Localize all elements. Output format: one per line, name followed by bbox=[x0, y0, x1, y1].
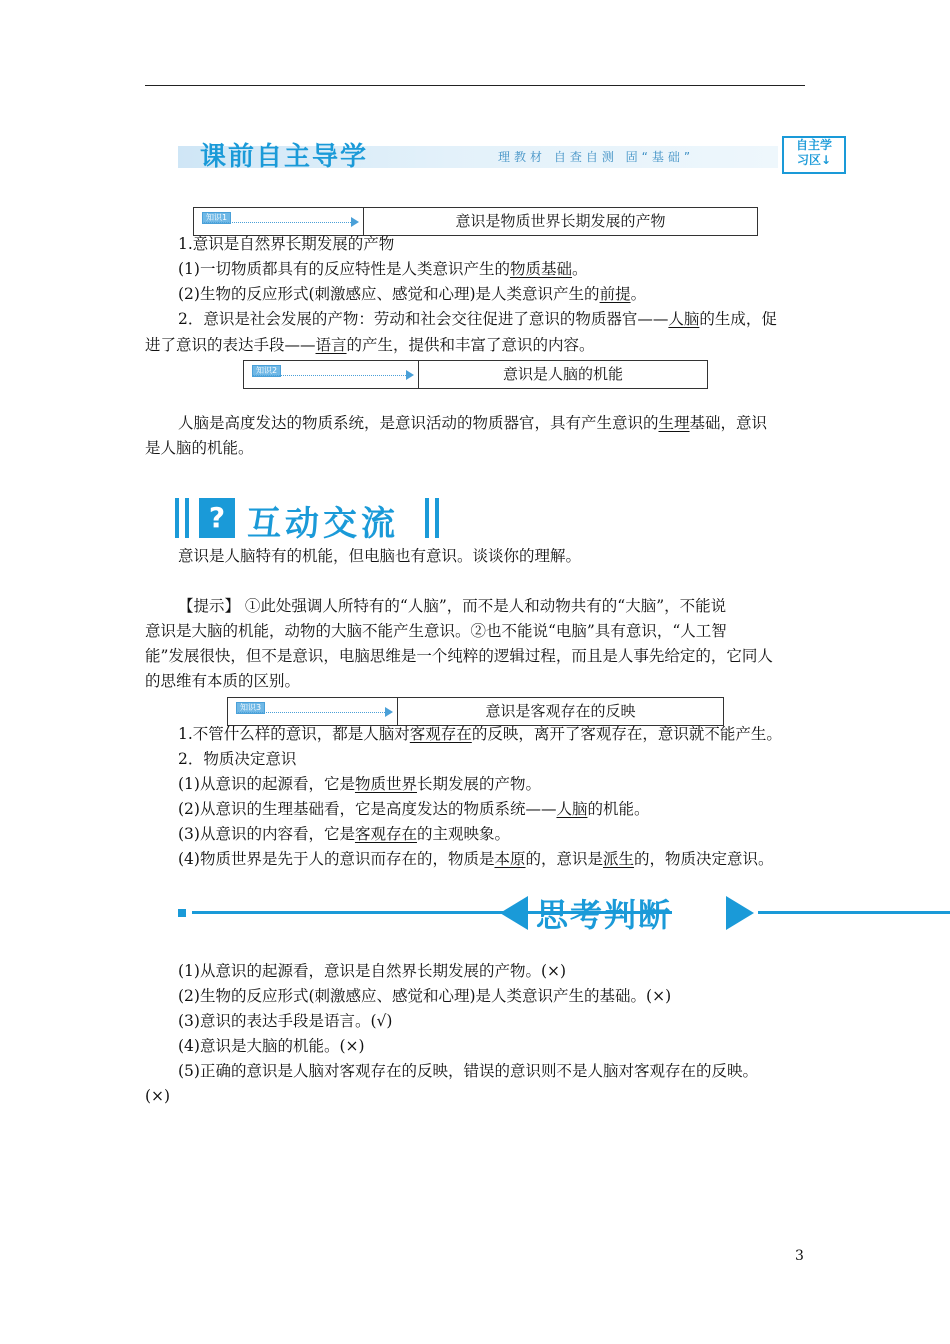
interactive-heading bbox=[175, 494, 445, 542]
knowledge-title-1: 意识是物质世界长期发展的产物 bbox=[455, 212, 666, 230]
heading-bar bbox=[425, 498, 429, 538]
kp2-line-2: 是人脑的机能。 bbox=[145, 439, 254, 457]
text: 。 bbox=[571, 260, 588, 278]
judgment-item-2: (2)生物的反应形式(刺激感应、感觉和心理)是人类意识产生的基础。(×) bbox=[178, 987, 672, 1005]
knowledge-label-2 bbox=[244, 361, 419, 388]
judgment-item-5-mark: (×) bbox=[145, 1087, 171, 1105]
arrow-icon bbox=[351, 217, 359, 227]
text: 的，物质决定意识。 bbox=[634, 850, 774, 868]
text: (4)物质世界是先于人的意识而存在的，物质是 bbox=[178, 850, 495, 868]
text: 的主观映象。 bbox=[416, 825, 510, 843]
kp3-line-5 bbox=[178, 823, 510, 845]
kp3-line-1 bbox=[178, 723, 782, 745]
text: 的产生，提供和丰富了意识的内容。 bbox=[346, 336, 595, 354]
blank-answer: 语言 bbox=[315, 336, 347, 354]
banner-title: 课前自主导学 bbox=[200, 142, 369, 172]
kp1-line-1: 1.意识是自然界长期发展的产物 bbox=[178, 235, 395, 253]
knowledge-badge-1: 知识1 bbox=[202, 212, 231, 224]
judgment-item-1: (1)从意识的起源看，意识是自然界长期发展的产物。(×) bbox=[178, 962, 567, 980]
text: 长期发展的产物。 bbox=[416, 775, 541, 793]
text: (2)生物的反应形式(刺激感应、感觉和心理)是人类意识产生的 bbox=[178, 285, 600, 303]
kp1-line-3 bbox=[178, 283, 646, 305]
section-banner bbox=[178, 136, 846, 172]
kp2-line-1 bbox=[178, 412, 767, 434]
page-number: 3 bbox=[795, 1248, 804, 1264]
kp3-line-6 bbox=[178, 848, 774, 870]
text: 的，意识是 bbox=[525, 850, 603, 868]
knowledge-box-1 bbox=[193, 207, 758, 236]
question-icon: ? bbox=[199, 498, 235, 538]
knowledge-label-1 bbox=[194, 208, 364, 235]
knowledge-box-3 bbox=[227, 697, 724, 726]
judgment-item-4: (4)意识是大脑的机能。(×) bbox=[178, 1037, 365, 1055]
blank-answer: 物质基础 bbox=[509, 260, 572, 278]
judgment-item-3: (3)意识的表达手段是语言。(√) bbox=[178, 1012, 393, 1030]
dotted-line bbox=[202, 222, 351, 223]
blank-answer: 客观存在 bbox=[354, 825, 417, 843]
kp3-line-3 bbox=[178, 773, 541, 795]
hint-line-1: 【提示】 ①此处强调人所特有的“人脑”，而不是人和动物共有的“大脑”，不能说 bbox=[178, 597, 727, 615]
dotted-line bbox=[252, 375, 406, 376]
knowledge-badge-3: 知识3 bbox=[236, 702, 265, 714]
left-triangle-icon bbox=[500, 896, 528, 930]
knowledge-box-2 bbox=[243, 360, 708, 389]
tag-line-2: 习区↓ bbox=[796, 153, 832, 167]
arrow-icon bbox=[406, 370, 414, 380]
knowledge-badge-2: 知识2 bbox=[252, 365, 281, 377]
blank-answer: 生理 bbox=[658, 414, 690, 432]
dotted-line bbox=[236, 712, 385, 713]
right-triangle-icon bbox=[726, 896, 754, 930]
heading-line bbox=[758, 911, 950, 914]
text: 进了意识的表达手段—— bbox=[145, 336, 316, 354]
text: (1)一切物质都具有的反应特性是人类意识产生的 bbox=[178, 260, 510, 278]
blank-answer: 前提 bbox=[599, 285, 631, 303]
header-rule bbox=[145, 85, 805, 86]
hint-line-2: 意识是大脑的机能，动物的大脑不能产生意识。②也不能说“电脑”具有意识，“人工智 bbox=[145, 622, 727, 640]
interactive-question: 意识是人脑特有的机能，但电脑也有意识。谈谈你的理解。 bbox=[178, 547, 582, 565]
judgment-item-5: (5)正确的意识是人脑对客观存在的反映，错误的意识则不是人脑对客观存在的反映。 bbox=[178, 1062, 758, 1080]
blank-answer: 本原 bbox=[494, 850, 526, 868]
thinking-title: 思考判断 bbox=[536, 896, 673, 934]
text: 的生成，促 bbox=[699, 310, 777, 328]
square-bullet-icon bbox=[178, 909, 186, 917]
tag-line-1: 自主学 bbox=[795, 138, 832, 152]
banner-subtitle: 理教材 自查自测 固“基础” bbox=[498, 150, 695, 164]
text: (3)从意识的内容看，它是 bbox=[178, 825, 355, 843]
thinking-heading bbox=[178, 890, 950, 940]
text: 的机能。 bbox=[587, 800, 650, 818]
interactive-title: 互动交流 bbox=[247, 504, 399, 544]
text: (2)从意识的生理基础看，它是高度发达的物质系统—— bbox=[178, 800, 557, 818]
self-study-tag bbox=[782, 136, 846, 174]
kp1-line-5 bbox=[145, 334, 595, 356]
blank-answer: 物质世界 bbox=[354, 775, 417, 793]
kp3-line-4 bbox=[178, 798, 650, 820]
knowledge-label-3 bbox=[228, 698, 398, 725]
knowledge-title-3: 意识是客观存在的反映 bbox=[485, 702, 636, 720]
text: 2．意识是社会发展的产物：劳动和社会交往促进了意识的物质器官—— bbox=[178, 310, 669, 328]
kp1-line-4 bbox=[178, 308, 777, 330]
text: 。 bbox=[630, 285, 647, 303]
text: 人脑是高度发达的物质系统，是意识活动的物质器官，具有产生意识的 bbox=[178, 414, 659, 432]
blank-answer: 客观存在 bbox=[409, 725, 472, 743]
heading-bar bbox=[175, 498, 179, 538]
arrow-icon bbox=[385, 707, 393, 717]
blank-answer: 派生 bbox=[603, 850, 635, 868]
heading-bar bbox=[185, 498, 189, 538]
blank-answer: 人脑 bbox=[668, 310, 700, 328]
text: 基础，意识 bbox=[689, 414, 768, 432]
knowledge-title-2: 意识是人脑的机能 bbox=[502, 365, 623, 383]
text: (1)从意识的起源看，它是 bbox=[178, 775, 355, 793]
text: 1.不管什么样的意识，都是人脑对 bbox=[178, 725, 410, 743]
blank-answer: 人脑 bbox=[556, 800, 588, 818]
hint-line-3: 能”发展很快，但不是意识，电脑思维是一个纯粹的逻辑过程，而且是人事先给定的，它同人 bbox=[145, 647, 773, 665]
hint-line-4: 的思维有本质的区别。 bbox=[145, 672, 301, 690]
text: 的反映，离开了客观存在，意识就不能产生。 bbox=[471, 725, 782, 743]
heading-bar bbox=[435, 498, 439, 538]
kp3-line-2: 2．物质决定意识 bbox=[178, 750, 297, 768]
kp1-line-2 bbox=[178, 258, 588, 280]
